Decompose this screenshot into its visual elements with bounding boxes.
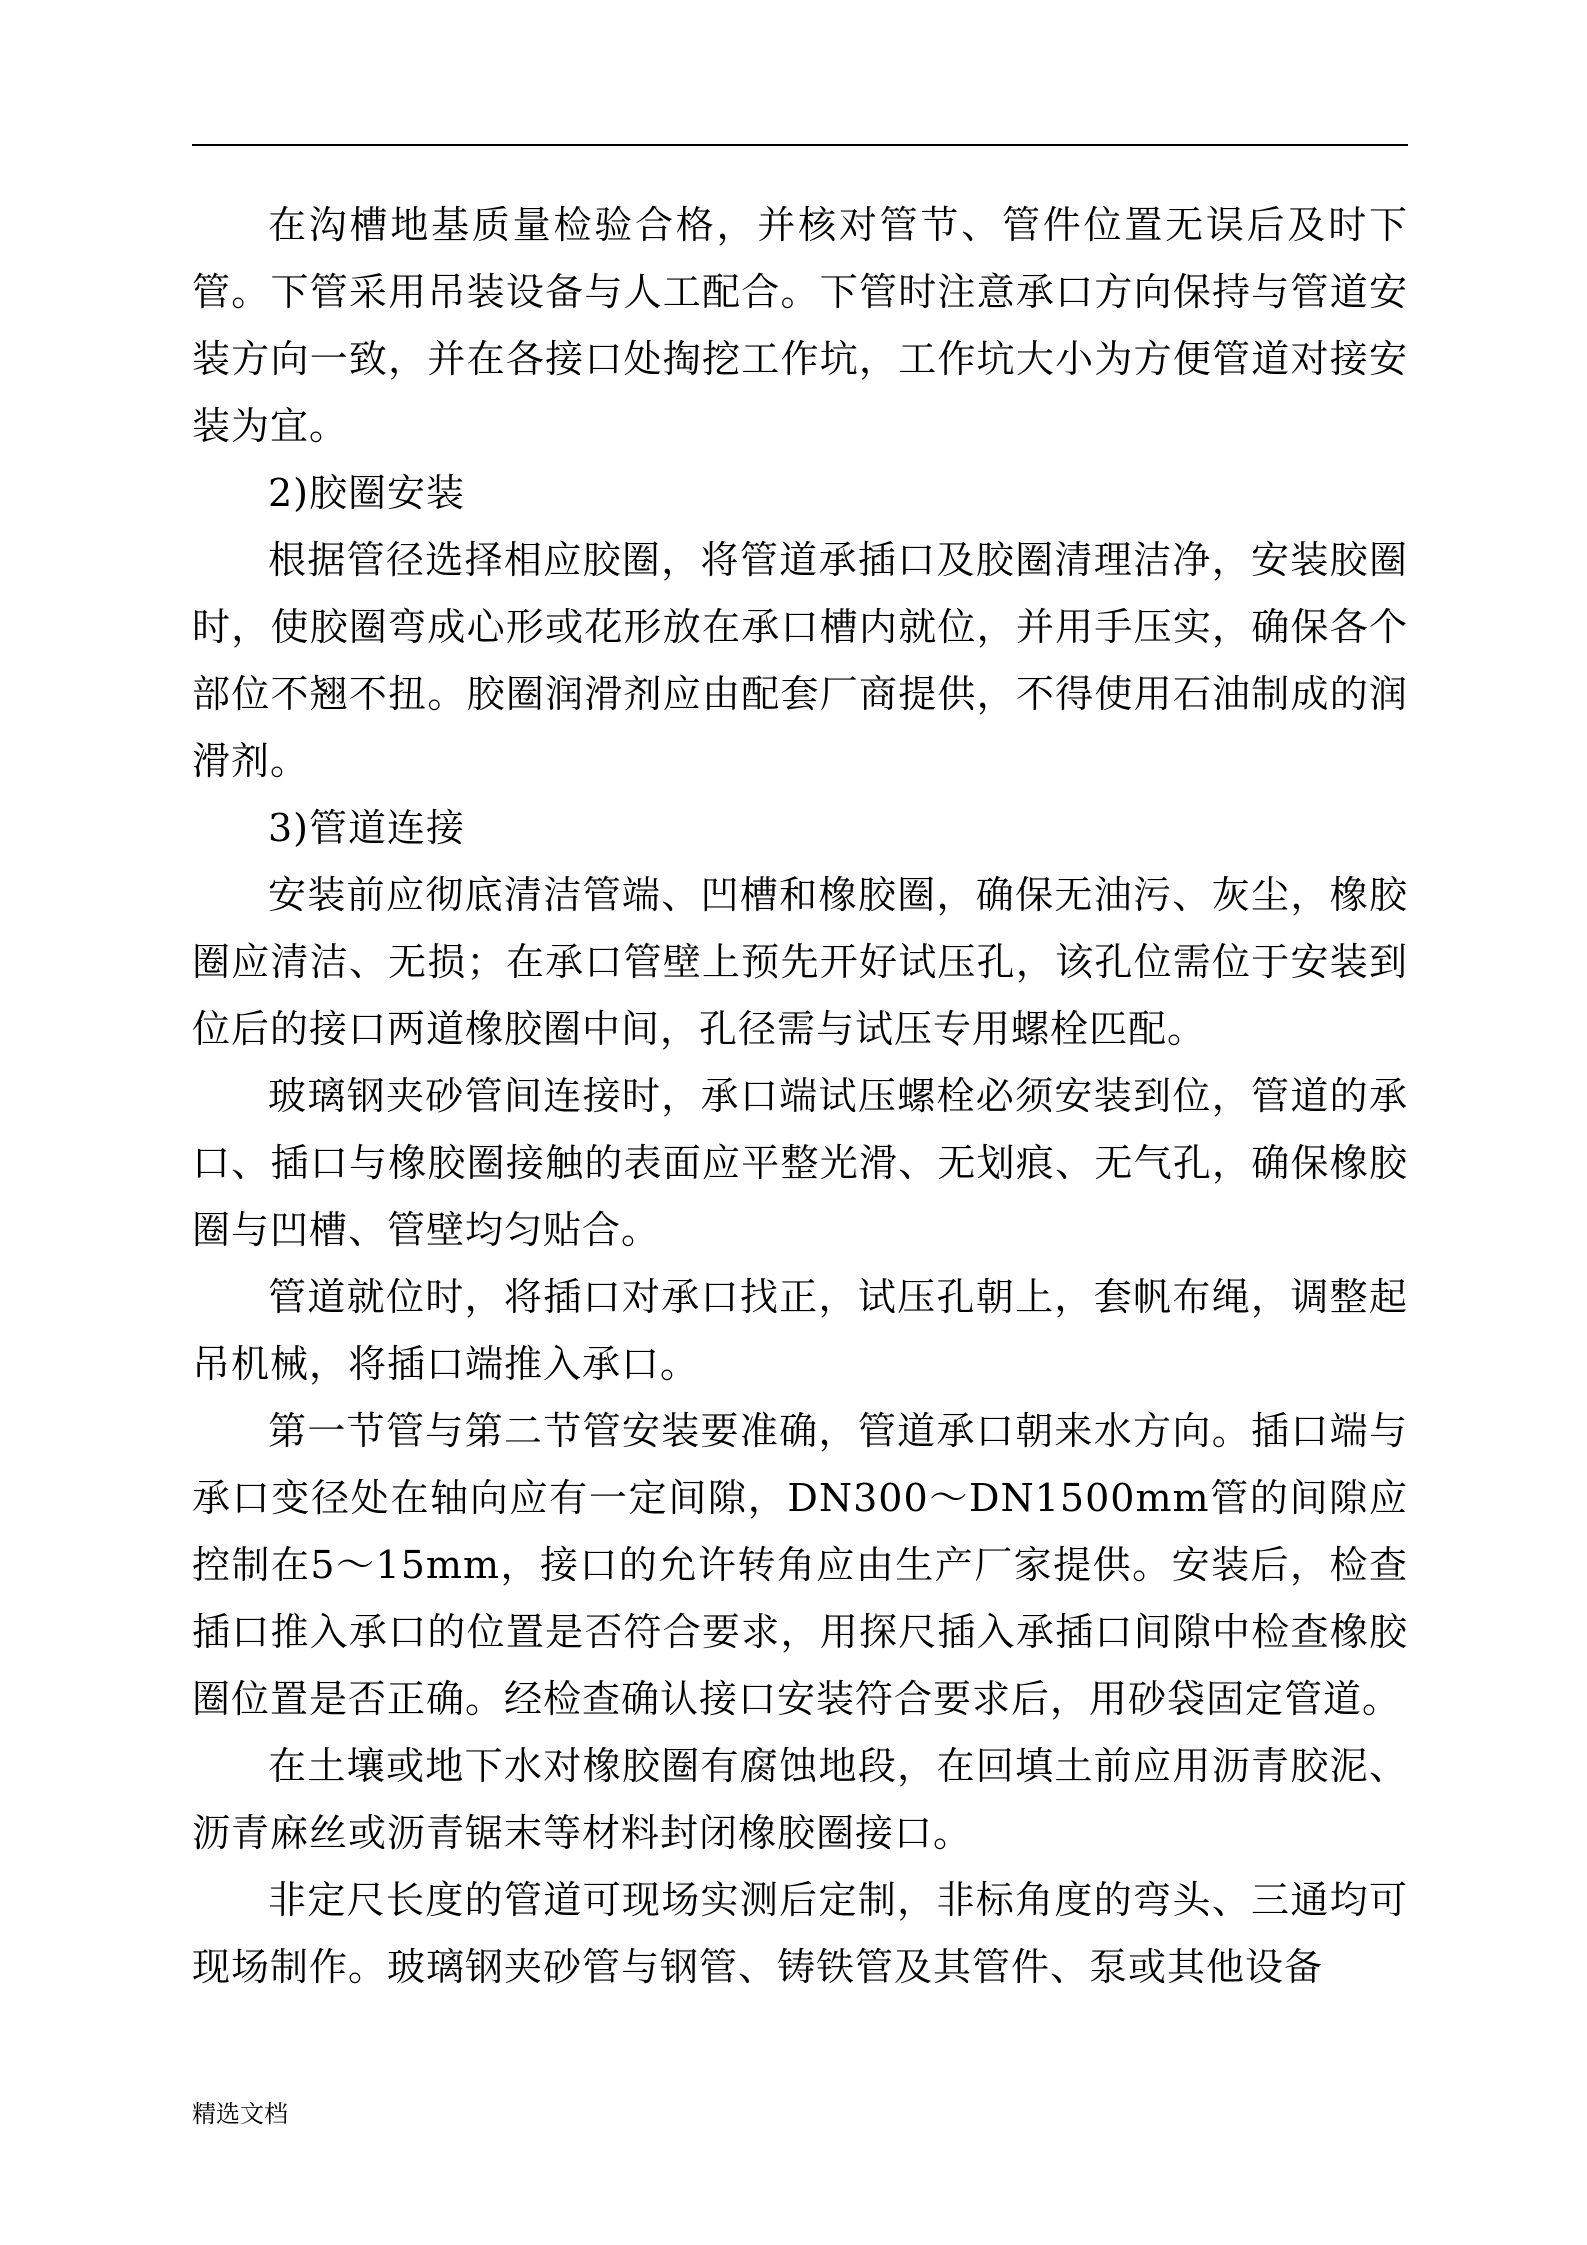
- paragraph-8: 非定尺长度的管道可现场实测后定制，非标角度的弯头、三通均可现场制作。玻璃钢夹砂管与钢管、铸铁管及其管件、泵或其他设备: [192, 1878, 1408, 1989]
- section-heading-gasket: 2)胶圈安装: [268, 471, 466, 515]
- paragraph-1: 在沟槽地基质量检验合格，并核对管节、管件位置无误后及时下管。下管采用吊装设备与人工配合。下管时注意承口方向保持与管道安装方向一致，并在各接口处掏挖工作坑，工作坑大小为方便管道对接安装为宜。: [192, 203, 1408, 448]
- paragraph-3: 安装前应彻底清洁管端、凹槽和橡胶圈，确保无油污、灰尘，橡胶圈应清洁、无损；在承口管壁上预先开好试压孔，该孔位需位于安装到位后的接口两道橡胶圈中间，孔径需与试压专用螺栓匹配。: [192, 873, 1408, 1051]
- paragraph-4: 玻璃钢夹砂管间连接时，承口端试压螺栓必须安装到位，管道的承口、插口与橡胶圈接触的表面应平整光滑、无划痕、无气孔，确保橡胶圈与凹槽、管壁均匀贴合。: [192, 1074, 1408, 1252]
- header-rule: [192, 144, 1408, 146]
- page-footer: 精选文档: [192, 2100, 288, 2128]
- paragraph-5: 管道就位时，将插口对承口找正，试压孔朝上，套帆布绳，调整起吊机械，将插口端推入承口。: [192, 1275, 1408, 1386]
- paragraph-7: 在土壤或地下水对橡胶圈有腐蚀地段，在回填土前应用沥青胶泥、沥青麻丝或沥青锯末等材料封闭橡胶圈接口。: [192, 1744, 1408, 1855]
- document-body: [192, 192, 1408, 2001]
- paragraph-2: 根据管径选择相应胶圈，将管道承插口及胶圈清理洁净，安装胶圈时，使胶圈弯成心形或花形放在承口槽内就位，并用手压实，确保各个部位不翘不扭。胶圈润滑剂应由配套厂商提供，不得使用石油制成的润滑剂。: [192, 538, 1408, 783]
- paragraph-6: 第一节管与第二节管安装要准确，管道承口朝来水方向。插口端与承口变径处在轴向应有一定间隙，DN300～DN1500mm管的间隙应控制在5～15mm，接口的允许转角应由生产厂家提供。安装后，检查插口推入承口的位置是否符合要求，用探尺插入承插口间隙中检查橡胶圈位置是否正确。经检查确认接口安装符合要求后，用砂袋固定管道。: [192, 1409, 1408, 1721]
- section-heading-connection: 3)管道连接: [268, 806, 466, 850]
